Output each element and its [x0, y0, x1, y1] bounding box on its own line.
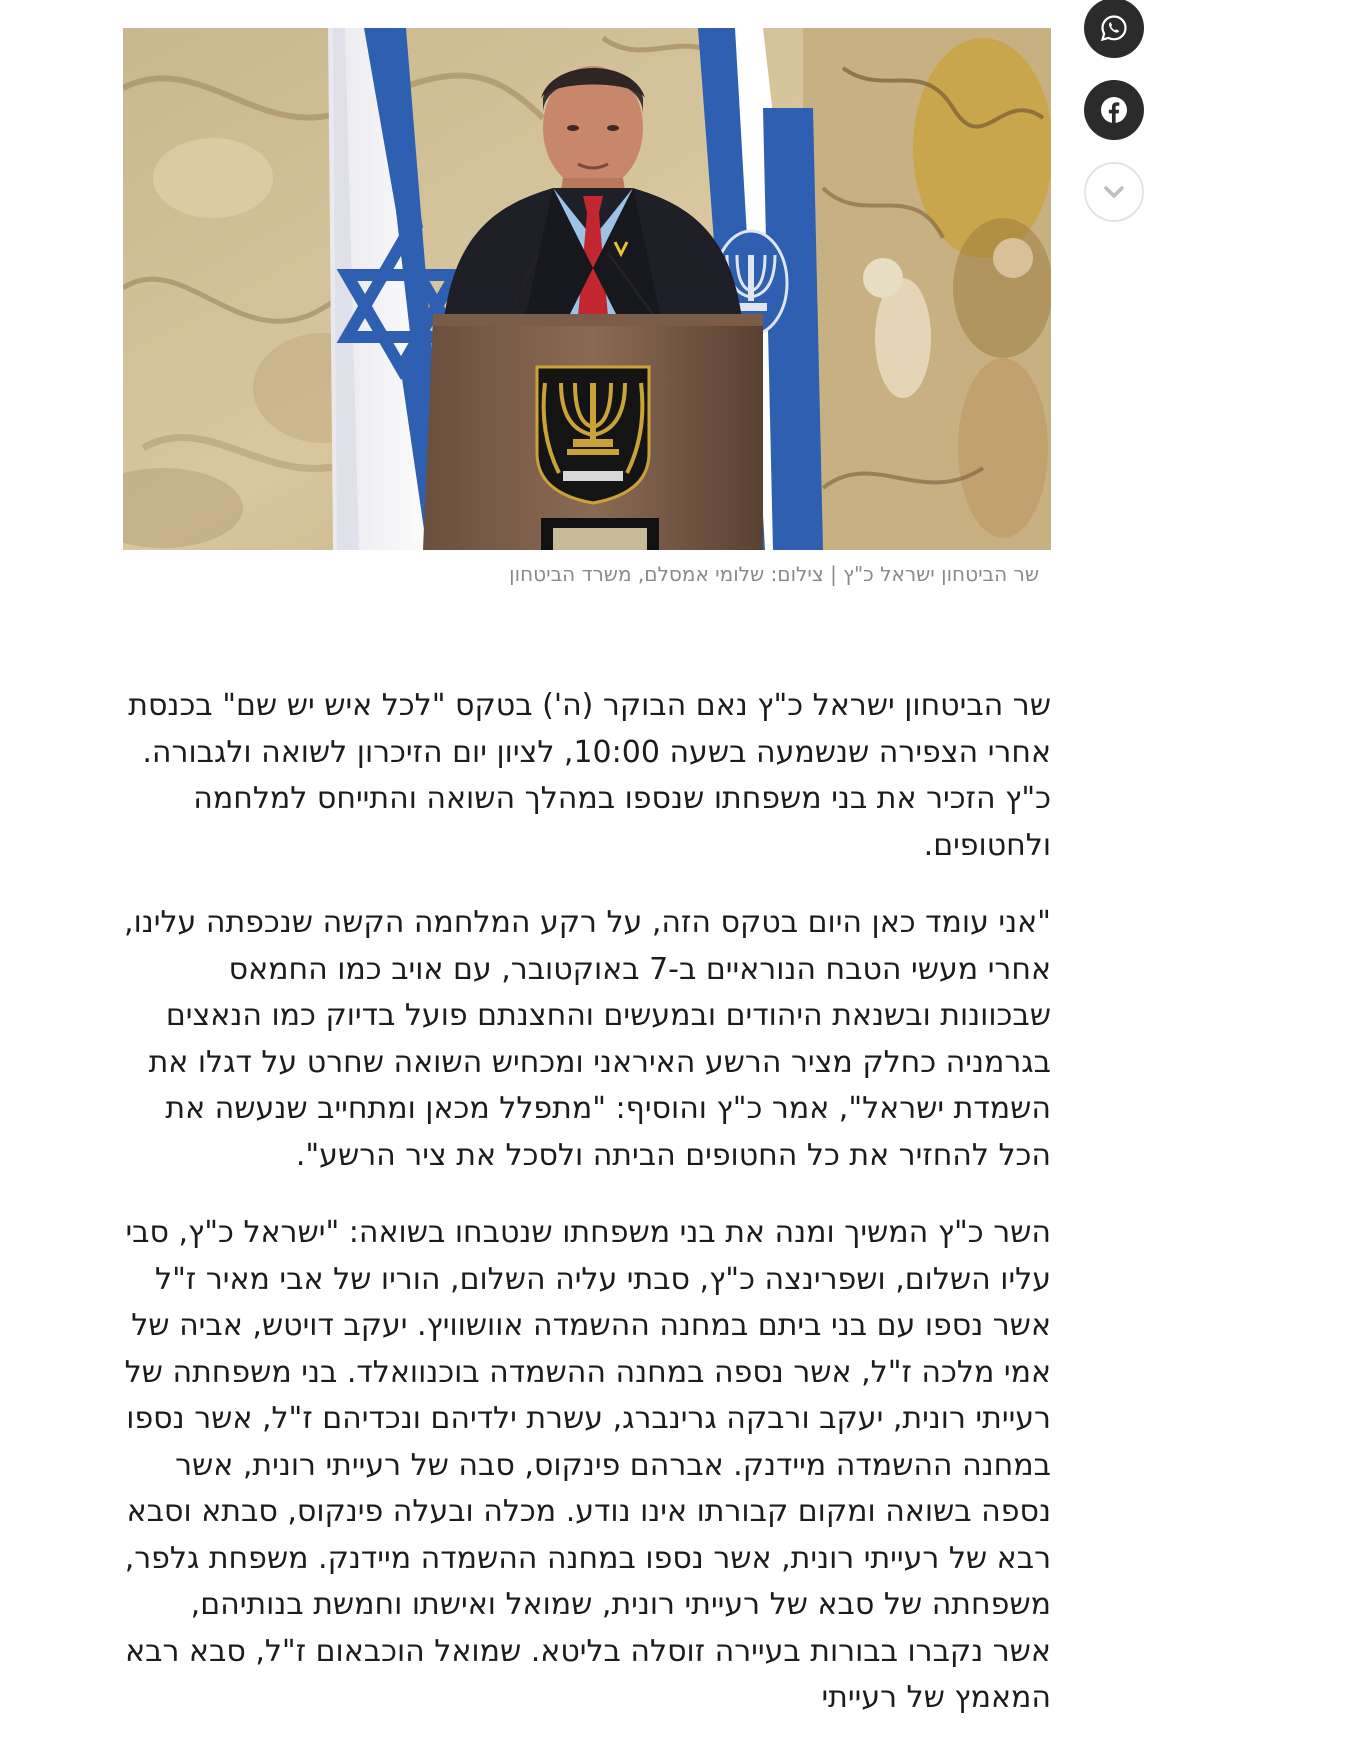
facebook-icon: [1098, 94, 1130, 126]
whatsapp-icon: [1098, 12, 1130, 44]
article-paragraph: "אני עומד כאן היום בטקס הזה, על רקע המלחמה הקשה שנכפתה עלינו, אחרי מעשי הטבח הנוראיים ב-7 באוקטובר, עם אויב כמו החמאס שבכוונות ובשנאת היהודים ובמעשים והחצנתם פועל בדיוק כמו הנאצים בגרמניה כחלק מציר הרשע האיראני ומכחיש השואה שחרט על דגלו את השמדת ישראל", אמר כ"ץ והוסיף: "מתפלל מכאן ומתחייב שנעשה את הכל להחזיר את כל החטופים הביתה ולסכל את ציר הרשע".: [124, 905, 1051, 1173]
facebook-share-button[interactable]: [1084, 80, 1144, 140]
article-figure: [123, 28, 1051, 588]
photo-caption: שר הביטחון ישראל כ"ץ | צילום: שלומי אמסלם, משרד הביטחון: [509, 562, 1039, 586]
article-paragraph: שר הביטחון ישראל כ"ץ נאם הבוקר (ה') בטקס "לכל איש יש שם" בכנסת אחרי הצפירה שנשמעה בשעה 10:00, לציון יום הזיכרון לשואה ולגבורה. כ"ץ הזכיר את בני משפחתו שנספו במהלך השואה והתייחס למלחמה ולחטופים.: [128, 688, 1051, 863]
article-photo[interactable]: [123, 28, 1051, 550]
article-paragraph: השר כ"ץ המשיך ומנה את בני משפחתו שנטבחו בשואה: "ישראל כ"ץ, סבי עליו השלום, ושפרינצה כ"ץ, סבתי עליה השלום, הוריו של אבי מאיר ז"ל אשר נספו עם בני ביתם במחנה ההשמדה אוושוויץ. יעקב דויטש, אביה של אמי מלכה ז"ל, אשר נספה במחנה ההשמדה בוכנוואלד. בני משפחתה של רעייתי רונית, יעקב ורבקה גרינברג, עשרת ילדיהם ונכדיהם ז"ל, אשר נספו במחנה ההשמדה מיידנק. אברהם פינקוס, סבה של רעייתי רונית, אשר נספה בשואה ומקום קבורתו אינו נודע. מכלה ובעלה פינקוס, סבתא וסבא רבא של רעייתי רונית, אשר נספו במחנה ההשמדה מיידנק. משפחת גלפר, משפחתה של סבא של רעייתי רונית, שמואל ואישתו וחמשת בנותיהם, אשר נקברו בבורות בעיירה זוסלה בליטא. שמואל הוכבאום ז"ל, סבא רבא המאמץ של רעייתי: [124, 1215, 1051, 1715]
article-body: [123, 683, 1051, 1753]
more-share-button[interactable]: [1084, 162, 1144, 222]
whatsapp-share-button[interactable]: [1084, 0, 1144, 58]
chevron-down-icon: [1099, 177, 1129, 207]
article-photo-illustration: [123, 28, 1051, 550]
